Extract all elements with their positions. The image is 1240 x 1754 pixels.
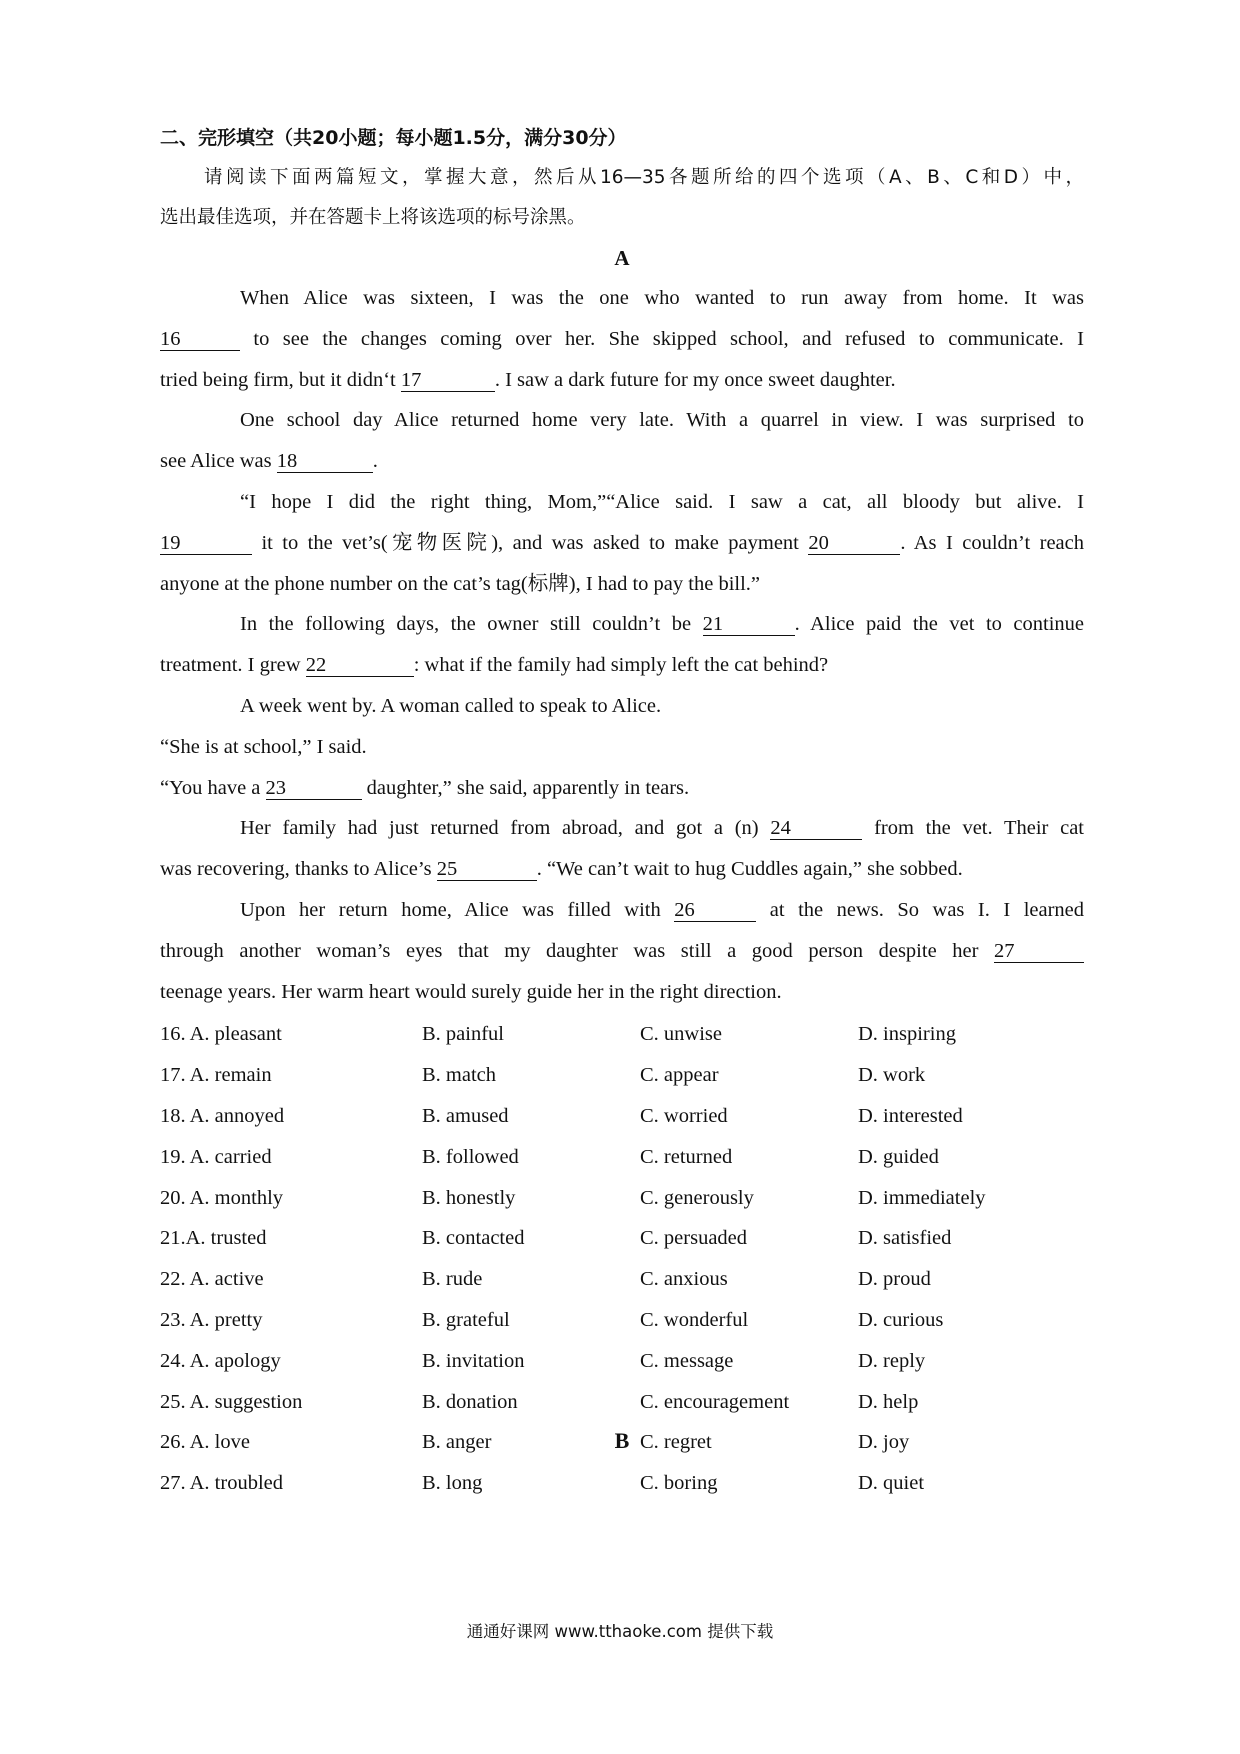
- option-choice: D. guided: [858, 1145, 939, 1168]
- option-choice: D. work: [858, 1064, 926, 1087]
- option-choice: 23. A. pretty: [160, 1308, 263, 1331]
- option-choice: C. unwise: [640, 1023, 722, 1046]
- option-choice: B. amused: [422, 1104, 509, 1127]
- instruction-line-1: 请阅读下面两篇短文，掌握大意，然后从16—35各题所给的四个选项（A、B、C和D）中，: [204, 167, 1084, 188]
- option-choice: C. anxious: [640, 1268, 728, 1291]
- p1-line-2: 16 to see the changes coming over her. She skipped school, and refused to communicate. I: [160, 327, 1084, 350]
- p3-line-2: 19 it to the vet’s(宠物医院), and was asked to make payment 20 . As I couldn’t reach: [160, 531, 1084, 554]
- option-choice: B. invitation: [422, 1349, 525, 1372]
- p2-line-1: One school day Alice returned home very late. With a quarrel in view. I was surprised to: [240, 409, 1084, 432]
- option-row-20: [160, 1178, 1084, 1219]
- option-choice: 17. A. remain: [160, 1064, 272, 1087]
- p9-line-3: teenage years. Her warm heart would surely guide her in the right direction.: [160, 980, 782, 1003]
- p6-line: “She is at school,” I said.: [160, 735, 367, 758]
- blank-17: 17: [401, 369, 495, 392]
- option-choice: 16. A. pleasant: [160, 1023, 282, 1046]
- option-choice: D. reply: [858, 1349, 926, 1372]
- option-choice: D. immediately: [858, 1186, 986, 1209]
- option-choice: D. satisfied: [858, 1227, 952, 1250]
- option-choice: 27. A. troubled: [160, 1472, 283, 1495]
- option-choice: 24. A. apology: [160, 1349, 281, 1372]
- blank-21: 21: [703, 613, 795, 636]
- option-choice: C. generously: [640, 1186, 754, 1209]
- option-choice: C. encouragement: [640, 1390, 790, 1413]
- blank-27: 27: [994, 940, 1084, 963]
- option-choice: D. interested: [858, 1104, 963, 1127]
- option-choice: C. persuaded: [640, 1227, 748, 1250]
- p3-line-3: anyone at the phone number on the cat’s tag(标牌), I had to pay the bill.”: [160, 572, 761, 595]
- blank-26: 26: [674, 899, 756, 922]
- option-row-17: [160, 1055, 1084, 1096]
- option-choice: C. returned: [640, 1145, 733, 1168]
- option-choice: D. inspiring: [858, 1023, 956, 1046]
- option-choice: 19. A. carried: [160, 1145, 272, 1168]
- option-choice: B. anger: [422, 1431, 492, 1454]
- p7-line: “You have a 23 daughter,” she said, apparently in tears.: [160, 776, 690, 799]
- p8-line-1: Her family had just returned from abroad, and got a (n) 24 from the vet. Their cat: [240, 817, 1084, 840]
- p4-line-1: In the following days, the owner still couldn’t be 21 . Alice paid the vet to continue: [240, 613, 1085, 636]
- instructions: [160, 158, 1084, 238]
- option-row-24: [160, 1341, 1084, 1382]
- option-choice: 22. A. active: [160, 1268, 264, 1291]
- option-choice: 20. A. monthly: [160, 1186, 284, 1209]
- p8-line-2: was recovering, thanks to Alice’s 25 . “We can’t wait to hug Cuddles again,” she sobbed.: [160, 858, 963, 881]
- section-title: 二、完形填空（共20小题；每小题1.5分，满分30分）: [160, 127, 627, 149]
- p1-line-3: tried being firm, but it didn‘t 17 . I saw a dark future for my once sweet daughter.: [160, 368, 896, 391]
- option-choice: 25. A. suggestion: [160, 1390, 303, 1413]
- option-choice: B. match: [422, 1064, 497, 1087]
- option-choice: B. honestly: [422, 1186, 516, 1209]
- option-row-19: [160, 1137, 1084, 1178]
- option-choice: B. grateful: [422, 1308, 510, 1331]
- option-row-18: [160, 1096, 1084, 1137]
- footer-watermark: 通通好课网 www.tthaoke.com 提供下载: [466, 1622, 774, 1641]
- option-choice: C. worried: [640, 1104, 728, 1127]
- p5-line: A week went by. A woman called to speak to Alice.: [240, 694, 662, 717]
- option-choice: B. long: [422, 1472, 483, 1495]
- p2-line-2: see Alice was 18 .: [160, 450, 378, 473]
- instruction-line-2: 选出最佳选项，并在答题卡上将该选项的标号涂黑。: [160, 207, 586, 228]
- option-choice: 21.A. trusted: [160, 1227, 267, 1250]
- option-choice: 26. A. love: [160, 1431, 250, 1454]
- option-choice: B. contacted: [422, 1227, 525, 1250]
- passage-a-label: A: [614, 246, 630, 270]
- blank-16: 16: [160, 328, 240, 351]
- p3-line-1: “I hope I did the right thing, Mom,”“Alice said. I saw a cat, all bloody but alive. I: [240, 490, 1084, 513]
- blank-23: 23: [266, 777, 362, 800]
- option-choice: D. help: [858, 1390, 919, 1413]
- option-row-27: [160, 1463, 1084, 1504]
- option-choice: D. quiet: [858, 1472, 925, 1495]
- exam-page: [160, 118, 1084, 1504]
- option-choice: C. appear: [640, 1064, 719, 1087]
- option-choice: B. rude: [422, 1268, 483, 1291]
- blank-19: 19: [160, 532, 252, 555]
- option-choice: C. boring: [640, 1472, 718, 1495]
- option-choice: D. curious: [858, 1308, 944, 1331]
- option-row-25: [160, 1382, 1084, 1423]
- blank-20: 20: [808, 532, 900, 555]
- option-choice: D. joy: [858, 1431, 910, 1454]
- option-row-16: [160, 1014, 1084, 1055]
- option-choice: 18. A. annoyed: [160, 1104, 285, 1127]
- p9-line-2: through another woman’s eyes that my daughter was still a good person despite her 27: [160, 931, 1084, 972]
- p1-line-1: When Alice was sixteen, I was the one who wanted to run away from home. It was: [240, 287, 1084, 309]
- p4-line-2: treatment. I grew 22 : what if the family had simply left the cat behind?: [160, 654, 829, 677]
- option-choice: D. proud: [858, 1268, 931, 1291]
- option-choice: B. donation: [422, 1390, 518, 1413]
- p9-line-1: Upon her return home, Alice was filled with 26 at the news. So was I. I learned: [240, 898, 1085, 921]
- option-row-21: [160, 1218, 1084, 1259]
- option-choice: B. followed: [422, 1145, 519, 1168]
- blank-22: 22: [306, 654, 414, 677]
- option-choice: C. message: [640, 1349, 734, 1372]
- passage-b-label: B: [614, 1428, 630, 1453]
- passage-a-body: [160, 278, 1084, 1012]
- option-row-22: [160, 1259, 1084, 1300]
- option-row-23: [160, 1300, 1084, 1341]
- option-choice: B. painful: [422, 1023, 504, 1046]
- option-choice: C. regret: [640, 1431, 712, 1454]
- blank-18: 18: [277, 450, 373, 473]
- blank-24: 24: [770, 817, 862, 840]
- option-choice: C. wonderful: [640, 1308, 749, 1331]
- blank-25: 25: [437, 858, 537, 881]
